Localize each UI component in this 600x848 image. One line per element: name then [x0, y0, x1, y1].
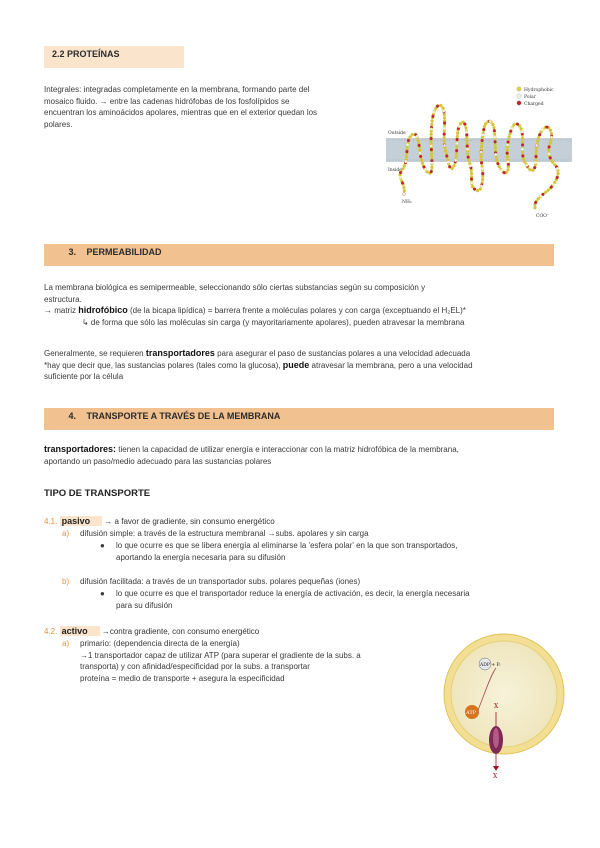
item-name: activo	[60, 626, 100, 636]
item-letter: b)	[62, 577, 70, 586]
difusion-facilitada-bullet	[100, 588, 546, 611]
text-span: *hay que decir que, las sustancias polares (tales como la glucosa),	[44, 360, 283, 370]
bold-term: hidrofóbico	[78, 305, 128, 315]
text-line: proteína = medio de transporte + asegura la especificidad	[80, 673, 285, 683]
text-line: lo que ocurre es que se libera energía al eliminarse la 'esfera polar' en la que son transportados,	[116, 541, 458, 550]
text-line: transporta) y con afinidad/especificidad por la subs. a transportar	[80, 662, 310, 671]
outside-label: Outside	[388, 131, 406, 136]
permeabilidad-paragraph	[44, 282, 564, 328]
text-line	[44, 360, 564, 372]
text-line: suficiente por la célula	[44, 372, 124, 381]
section-title-text: 2.2 PROTEÍNAS	[52, 49, 120, 59]
item-text: difusión facilitada: a través de un transportador subs. polares pequeñas (iones)	[80, 577, 361, 586]
text-line: mosaico fluido. → entre las cadenas hidrófobas de los fosfolípidos se	[44, 96, 290, 106]
text-line: encuentran los aminoácidos apolares, mientras que en el exterior quedan los	[44, 108, 318, 117]
text-line: aportando la energía necesaria para su difusión	[116, 552, 286, 562]
bullet-text	[116, 588, 546, 611]
item-text	[80, 638, 361, 684]
text-line: aportando un paso/medio adecuado para las sustancias polares	[44, 456, 272, 466]
atp-pump-figure	[440, 630, 570, 780]
item-number: 4.1.	[44, 517, 58, 526]
legend-label: Charged	[524, 102, 544, 107]
pasivo-item	[44, 516, 275, 526]
n-terminus-label: NH₂	[402, 200, 412, 205]
text-line: polares.	[44, 119, 73, 129]
transportadores-definition	[44, 444, 564, 467]
difusion-simple-item	[62, 528, 369, 540]
transporter-channel	[493, 728, 499, 748]
item-letter: a)	[62, 529, 70, 538]
item-description: →contra gradiente, con consumo energético	[101, 627, 260, 636]
transportadores-note	[44, 348, 564, 383]
text-line: Integrales: integradas completamente en la membrana, formando parte del	[44, 85, 310, 94]
bullet-dot: ●	[100, 541, 105, 550]
item-text: difusión simple: a través de la estructura membranal →subs. apolares y sin carga	[80, 529, 369, 538]
section-title-permeabilidad	[44, 244, 554, 266]
item-description: → a favor de gradiente, sin consumo energético	[104, 517, 275, 526]
bold-term: puede	[282, 359, 310, 370]
section-title-text: TRANSPORTE A TRAVÉS DE LA MEMBRANA	[86, 411, 281, 421]
text-line	[44, 444, 564, 456]
item-letter: a)	[62, 639, 70, 648]
membrane-protein-figure	[386, 82, 580, 222]
tipo-transporte-heading: TIPO DE TRANSPORTE	[44, 488, 151, 499]
text-line: ↳ de forma que sólo las moléculas sin carga (y mayoritariamente apolares), pueden atravesar la membrana	[82, 317, 465, 327]
section-number: 3.	[68, 247, 76, 257]
section-title-transporte	[44, 408, 554, 430]
text-span: → matriz	[44, 306, 79, 315]
text-line: lo que ocurre es que el transportador reduce la energía de activación, es decir, la energía necesaria	[116, 589, 470, 598]
substrate-x-outer: X	[493, 773, 498, 780]
legend-label: Hydrophobic	[524, 88, 554, 93]
text-line: La membrana biológica es semipermeable, seleccionando sólo ciertas substancias según su composición y	[44, 283, 426, 292]
text-line	[44, 348, 564, 360]
text-line: estructura.	[44, 294, 82, 304]
text-span: tienen la capacidad de utilizar energía e interaccionar con la matriz hidrofóbica de la membrana,	[116, 445, 459, 454]
c-terminus-label: COO⁻	[536, 214, 550, 219]
bold-term: transportadores:	[44, 444, 117, 454]
text-span: Generalmente, se requieren	[44, 349, 146, 358]
difusion-facilitada-item	[62, 576, 360, 588]
legend-dot-polar	[517, 94, 521, 98]
primario-item	[62, 638, 361, 684]
section-title-proteinas	[44, 46, 184, 68]
proteinas-paragraph	[44, 84, 384, 130]
text-span: para asegurar el paso de sustancias polares a una velocidad adecuada	[214, 349, 471, 358]
text-line: primario: (dependencia directa de la energía)	[80, 639, 240, 648]
section-title-text: PERMEABILIDAD	[86, 247, 162, 257]
text-line: para su difusión	[116, 600, 173, 610]
item-name: pasivo	[60, 516, 103, 526]
substrate-x-inner: X	[494, 703, 499, 710]
legend-dot-hydrophobic	[517, 87, 521, 91]
difusion-simple-bullet	[100, 540, 546, 563]
atp-label: ATP	[466, 710, 477, 716]
text-span: (de la bicapa lipídica) = barrera frente a moléculas polares y con carga (exceptuando el H₂EL)*	[127, 306, 466, 315]
text-line: →1 transportador capaz de utilizar ATP (para superar el gradiente de la subs. a	[80, 650, 361, 660]
inside-label: Inside	[388, 168, 402, 173]
adp-label: ADP + Pᵢ	[480, 663, 501, 668]
legend-label: Polar	[524, 95, 536, 100]
text-span: atravesar la membrana, pero a una velocidad	[309, 360, 473, 370]
legend-dot-charged	[517, 101, 521, 105]
item-number: 4.2.	[44, 627, 58, 636]
bullet-text	[116, 540, 546, 563]
activo-item	[44, 626, 259, 636]
bullet-dot: ●	[100, 589, 105, 598]
membrane-bilayer	[386, 138, 572, 162]
text-line	[44, 305, 564, 317]
figure-legend	[517, 87, 554, 107]
substrate-arrowhead	[493, 766, 499, 771]
section-number: 4.	[68, 411, 76, 421]
bold-term: transportadores	[145, 348, 215, 358]
cell-interior	[451, 641, 557, 747]
